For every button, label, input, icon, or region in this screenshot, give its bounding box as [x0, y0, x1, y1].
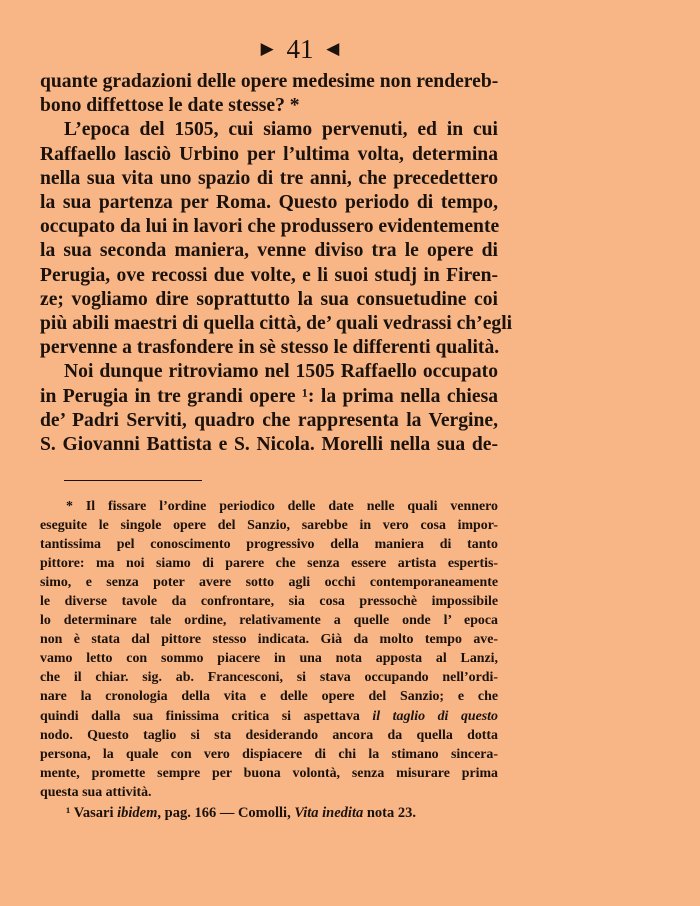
- footnote-line: le diverse tavole da confrontare, sia cosa pressochè impossibile: [40, 594, 498, 610]
- footnote-line: eseguite le singole opere del Sanzio, sarebbe in vero cosa impor-: [40, 518, 498, 534]
- footnotes: [40, 497, 498, 823]
- footnote-source: nota 23.: [366, 804, 417, 821]
- footnote-italic: Vita inedita: [294, 804, 364, 821]
- footnote-line: che il chiar. sig. ab. Francesconi, si stava occupando nell’ordi-: [40, 670, 498, 686]
- text-line: nella sua vita uno spazio di tre anni, che precedettero: [40, 167, 498, 189]
- text-line: Noi dunque ritroviamo nel 1505 Raffaello occupato: [64, 361, 498, 383]
- main-text: [40, 70, 513, 457]
- text-line: pervenne a trasfondere in sè stesso le differenti qualità.: [40, 337, 500, 359]
- footnote-marker: ¹: [66, 804, 71, 821]
- page-header: [0, 32, 600, 66]
- footnote-line: nare la cronologia della vita e delle opere del Sanzio; e che: [40, 689, 498, 705]
- footnote-italic: il taglio di questo: [372, 708, 498, 724]
- footnote-line: persona, la quale con vero dispiacere di chi la stimano sincera-: [40, 746, 498, 762]
- text-line: L’epoca del 1505, cui siamo pervenuti, ed in cui: [64, 119, 498, 141]
- left-ornament-icon: ▶: [260, 39, 274, 58]
- text-line: Raffaello lasciò Urbino per l’ultima volta, determina: [40, 143, 498, 165]
- text-line: Perugia, ove recossi due volte, e li suoi studj in Firen-: [40, 264, 498, 286]
- text-line: la sua seconda maniera, venne diviso tra le opere di: [40, 240, 498, 262]
- footnote-line: mente, promette sempre per buona volontà, senza misurare prima: [40, 765, 498, 781]
- text-line: in Perugia in tre grandi opere ¹: la prima nella chiesa: [40, 385, 498, 407]
- text-line: la sua partenza per Roma. Questo periodo di tempo,: [40, 192, 498, 214]
- footnote-line: simo, e senza poter avere sotto agli occhi contemporaneamente: [40, 575, 498, 591]
- footnote-one: [40, 804, 498, 823]
- text-line: bono diffettose le date stesse? *: [40, 95, 300, 117]
- text-line: più abili maestri di quella città, de’ quali vedrassi ch’egli: [40, 313, 513, 335]
- footnote-line: [40, 707, 498, 726]
- footnote-line: questa sua attività.: [40, 784, 152, 800]
- footnote-line: * Il fissare l’ordine periodico delle date nelle quali vennero: [66, 499, 498, 514]
- text-line: S. Giovanni Battista e S. Nicola. Morelli nella sua de-: [40, 434, 498, 456]
- footnote-source: Vasari: [73, 804, 114, 821]
- footnote-line: vamo letto con sommo piacere in una nota apposta al Lanzi,: [40, 651, 498, 667]
- footnote-separator: [64, 480, 202, 481]
- right-ornament-icon: ◀: [326, 39, 340, 58]
- text-line: quante gradazioni delle opere medesime non rendereb-: [40, 71, 499, 92]
- page-number: 41: [286, 34, 314, 64]
- text-line: occupato da lui in lavori che produssero evidentemente: [40, 216, 500, 238]
- text-line: de’ Padri Serviti, quadro che rappresenta la Vergine,: [40, 409, 498, 431]
- footnote-text: quindi dalla sua finissima critica si aspettava: [40, 708, 360, 724]
- text-line: ze; vogliamo dire soprattutto la sua consuetudine coi: [40, 288, 498, 310]
- footnote-line: non è stata dal pittore stesso indicata. Già da molto tempo ave-: [40, 632, 498, 648]
- footnote-line: tantissima pel conoscimento progressivo della maniera di tanto: [40, 537, 498, 553]
- footnote-line: pittore: ma noi siamo di parere che senza essere artista espertis-: [40, 556, 498, 572]
- footnote-line: nodo. Questo taglio si sta desiderando ancora da quella dotta: [40, 727, 498, 743]
- footnote-italic: ibidem: [117, 804, 158, 821]
- footnote-line: lo determinare tale ordine, relativamente a quelle onde l’ epoca: [40, 613, 498, 629]
- footnote-source: , pag. 166 — Comolli,: [157, 804, 291, 821]
